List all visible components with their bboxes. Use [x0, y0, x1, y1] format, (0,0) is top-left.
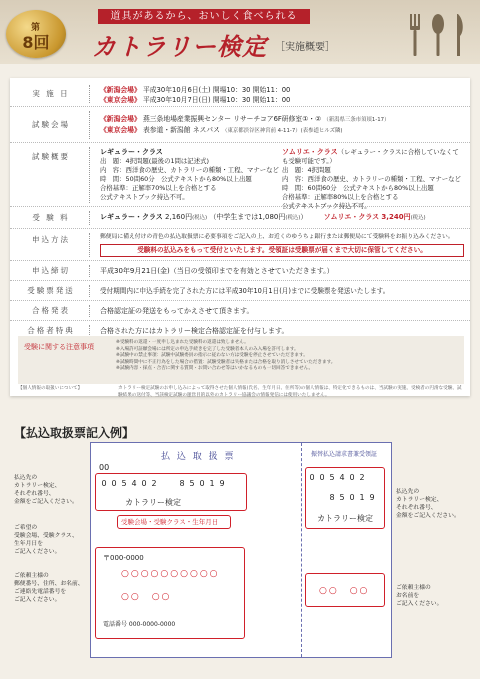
fee-regular-tax: (税込)	[192, 215, 208, 221]
sommelier-questions: 出 題：4択問題	[282, 166, 331, 174]
annotation-receipt-name: ご依頼主様の お名前を ご記入ください。	[396, 585, 443, 607]
digit: 0	[309, 473, 315, 482]
annotation-account: 払込先の カトラリー検定、 それぞれ番号、 金額をご記入ください。	[14, 475, 78, 505]
privacy-text: カトラリー検定試験のお申し込みによって取得させた個人情報(氏名、生年月日、住所等)の個人情報は、特定化できるものは、当試験の実施、受検者の円滑な受験、試験結果の送付等、当該検定試験の運営目的以外のカトラリー協議会の情報発信には使用いたしません。	[118, 386, 462, 398]
tagline: 道具があるから、おいしく食べられる	[98, 9, 310, 24]
sommelier-content: 内 容：西洋食の歴史、カトラリーの種類・工程、マナーなど	[282, 175, 461, 183]
digit: 4	[131, 479, 137, 488]
row-fee	[10, 208, 470, 229]
regular-book-note: 公式テキストブック持込不可。	[100, 193, 189, 201]
row-content	[100, 213, 464, 224]
digit: 1	[359, 493, 365, 502]
fee-sommelier-label: ソムリエ・クラス	[323, 213, 380, 221]
name-placeholder: ○○ ○○	[121, 592, 172, 602]
sommelier-pass: 合格基準：正解率80%以上を合格とする	[282, 193, 399, 201]
receipt-name-placeholder: ○○ ○○	[319, 586, 370, 596]
fee-student: （中学生までは1,080円	[209, 213, 286, 221]
row-overview	[10, 144, 470, 210]
row-label: 申込方法	[10, 230, 92, 260]
fee-sommelier-amount: 3,240円	[381, 213, 411, 221]
notes-list	[116, 340, 335, 373]
venue-tokyo-address: （東京都渋谷区神宮前 4-11-7）(表参道ヒルズ隣)	[222, 127, 343, 134]
digit: 2	[151, 479, 157, 488]
digit: 0	[111, 479, 117, 488]
fee-sommelier-tax: (税込)	[410, 215, 426, 221]
note-item: ※受験料の返還・一度申し込まれた受験料の返還は致しません。	[116, 340, 249, 345]
row-label: 合格者特典	[10, 322, 92, 340]
digit: 8	[329, 493, 335, 502]
exam-notes	[18, 336, 464, 384]
sommelier-condition: （レギュラー・クラスに合格していなくても受験可能です。）	[282, 148, 459, 165]
regular-class-name: レギュラー・クラス	[100, 148, 163, 156]
digit: 0	[349, 473, 355, 482]
cutlery-icon	[402, 12, 472, 58]
receipt-title: 振替払込請求書兼受領証	[311, 451, 378, 458]
note-item: ※試験時間中に不正行為をした場合の措置：試験受験者は失格または合格を取り消しさせていただきます。	[116, 359, 336, 365]
digit: 0	[141, 479, 147, 488]
digit: 0	[349, 493, 355, 502]
row-apply	[10, 230, 470, 261]
postal-code: 〒000-0000	[103, 554, 144, 562]
slip-divider	[301, 443, 303, 657]
note-item: ※入場許可証願会場には所定の申込手続きを完了した受験者本人のみ入場を許可します。	[116, 346, 299, 352]
row-content	[100, 115, 464, 136]
fee-regular-label: レギュラー・クラス	[100, 213, 163, 221]
date-tokyo: 平成30年10月7日(日) 開場10：30 開始11：00	[142, 95, 291, 104]
sommelier-book-note: 公式テキストブック持込不可。	[282, 202, 371, 210]
note-item: ※試験内容・採点・合否に関する質問・お問い合わせ等はいかなるものも一切回答できません。	[116, 366, 314, 372]
fee-student-tax: (税込)	[285, 215, 301, 221]
exam-info-note: 受験会場・受験クラス・生年月日	[121, 518, 219, 526]
venue-niigata: 《新潟会場》	[100, 86, 141, 94]
digit: 9	[369, 493, 375, 502]
example-title: 【払込取扱票記入例】	[14, 426, 135, 440]
regular-pass: 合格基準：正解率70%以上を合格とする	[100, 184, 217, 192]
row-label: 受験票発送	[10, 282, 92, 300]
row-label: 試験概要	[10, 144, 92, 206]
digit: 0	[199, 479, 205, 488]
page-title: カトラリー検定	[92, 33, 267, 61]
row-label: 合格発表	[10, 302, 92, 320]
row-label: 申込締切	[10, 262, 92, 280]
venue-tokyo: 《東京会場》	[100, 125, 141, 134]
phone-number: 電話番号 000-0000-0000	[103, 621, 176, 628]
venue-tokyo-name: 表参道・新潟館 ネスパス	[142, 125, 220, 134]
row-venue	[10, 108, 470, 143]
digit: 0	[319, 473, 325, 482]
annotation-receipt-account: 払込先の カトラリー検定、 それぞれ番号、 金額をご記入ください。	[396, 489, 460, 519]
account-prefix: 00	[99, 463, 110, 472]
apply-text: 郵便局に備え付けの青色の払込取扱票に必要事項をご記入の上、お近くのゆうちょ銀行または郵便局にて受験料をお振り込みください。	[100, 234, 454, 240]
annotation-requester: ご依頼主様の 郵便番号、住所、お名前、 ご連絡先電話番号を ご記入ください。	[14, 573, 84, 603]
edition-badge	[6, 10, 66, 58]
notes-label: 受験に関する注意事項	[24, 343, 94, 351]
digit: 5	[121, 479, 127, 488]
badge-number: 8回	[22, 33, 50, 52]
digit: 1	[209, 479, 215, 488]
row-label: 試験会場	[10, 108, 92, 142]
digit: 5	[189, 479, 195, 488]
annotation-exam-info: ご希望の 受験会場、受験クラス、 生年月日を ご記入ください。	[14, 525, 78, 555]
recipient-name: カトラリー検定	[125, 498, 181, 507]
digit: 4	[339, 473, 345, 482]
venue-niigata-name: 燕三条地場産業振興センター リサーチコア6F研修室①・②	[142, 115, 322, 123]
venue-tokyo: 《東京会場》	[100, 95, 141, 104]
row-result	[10, 302, 470, 321]
digit: 8	[179, 479, 185, 488]
venue-niigata: 《新潟会場》	[100, 115, 141, 123]
result-text: 合格認定証の発送をもってかえさせて頂きます。	[100, 307, 254, 315]
privacy-label: 【個人情報の取扱いについて】	[18, 386, 83, 391]
row-date	[10, 82, 470, 107]
benefit-text: 合格された方にはカトラリー検定合格認定証を付与します。	[100, 327, 289, 335]
sommelier-class-name: ソムリエ・クラス	[282, 148, 338, 156]
row-ticket	[10, 282, 470, 301]
payment-slip	[90, 442, 392, 658]
ticket-text: 受付期間内に申込手続を完了された方には平成30年10月1日(月)までに受験票を発送いたします。	[100, 287, 390, 295]
date-niigata: 平成30年10月6日(土) 開場10：30 開始11：00	[142, 86, 291, 94]
address-placeholder: ○○○○○○○○○○	[121, 569, 220, 579]
fee-student-end: ）	[300, 213, 308, 221]
deadline-text: 平成30年9月21日(金)（当日の受領印までを有効とさせていただきます。）	[100, 267, 334, 275]
slip-title: 払 込 取 扱 票	[161, 452, 236, 462]
regular-time: 時 間：50問60分 公式テキストから80%以上出題	[100, 175, 252, 183]
venue-niigata-address: （新潟県三条市須頃1-17）	[323, 117, 390, 123]
receipt-recipient: カトラリー検定	[317, 514, 373, 523]
page-subtitle: ［実施概要］	[275, 42, 335, 53]
digit: 5	[339, 493, 345, 502]
apply-alert: 受験料の払込みをもって受付といたします。受領証は受験票が届くまで大切に保管してください。	[100, 244, 464, 257]
regular-content: 内 容：西洋食の歴史、カトラリーの種類・工程、マナーなど	[100, 166, 279, 174]
regular-class-block	[100, 148, 280, 202]
row-content	[100, 86, 464, 105]
note-item: ※試験中の禁止事項：試験中試験委員の指示に従わない方は受験を停止させていただきます。	[116, 353, 308, 359]
row-label: 受 験 料	[10, 208, 92, 228]
row-deadline	[10, 262, 470, 281]
fee-regular-amount: 2,160円	[165, 213, 193, 221]
digit: 9	[219, 479, 225, 488]
digit: 0	[101, 479, 107, 488]
sommelier-class-block	[282, 148, 462, 211]
row-label: 実 施 日	[10, 82, 92, 106]
sommelier-time: 時 間：60問60分 公式テキストから80%以上出題	[282, 184, 434, 192]
badge-prefix: 第	[30, 23, 41, 33]
digit: 5	[329, 473, 335, 482]
digit: 2	[359, 473, 365, 482]
regular-questions: 出 題：4択問題(最後の1問は記述式)	[100, 157, 209, 165]
